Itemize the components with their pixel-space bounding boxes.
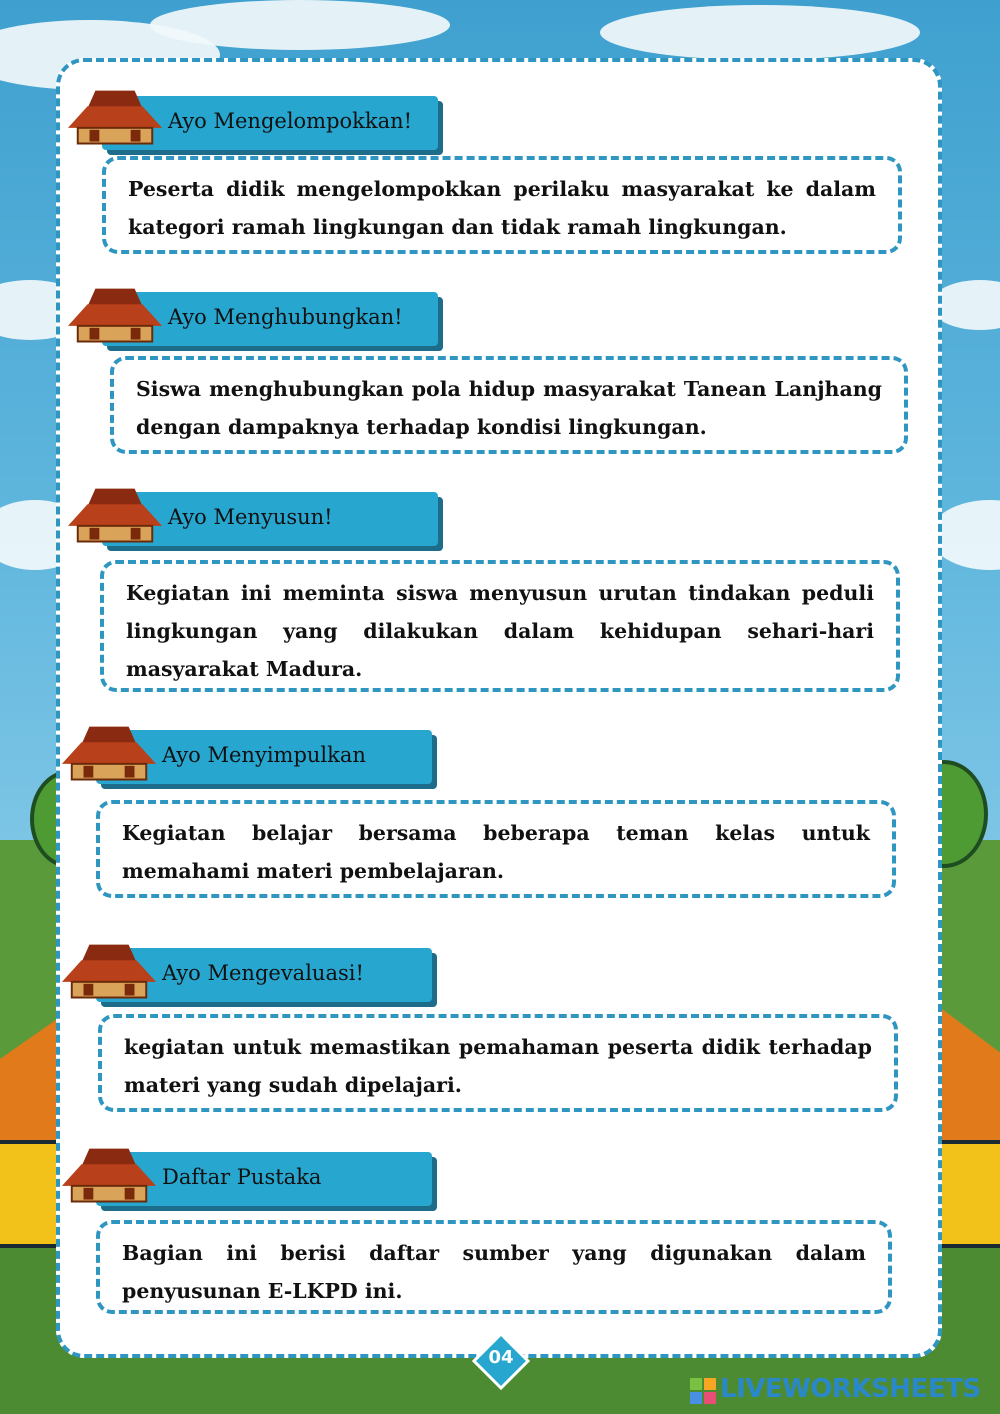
section-description: Kegiatan belajar bersama beberapa teman kelas untuk memahami materi pembelajaran. bbox=[96, 800, 896, 898]
traditional-house-icon bbox=[60, 726, 158, 786]
traditional-house-icon bbox=[66, 90, 164, 150]
liveworksheets-logo-icon bbox=[690, 1378, 716, 1404]
section-title: Ayo Menyusun! bbox=[168, 505, 333, 529]
section-description: kegiatan untuk memastikan pemahaman peserta didik terhadap materi yang sudah dipelajari. bbox=[98, 1014, 898, 1112]
traditional-house-icon bbox=[66, 488, 164, 548]
watermark-text: LIVEWORKSHEETS bbox=[720, 1374, 981, 1404]
traditional-house-icon bbox=[66, 288, 164, 348]
cloud bbox=[150, 0, 450, 50]
page-number: 04 bbox=[488, 1347, 514, 1368]
traditional-house-icon bbox=[60, 1148, 158, 1208]
section-title: Ayo Menghubungkan! bbox=[168, 305, 403, 329]
section-description: Kegiatan ini meminta siswa menyusun urutan tindakan peduli lingkungan yang dilakukan dalam kehidupan sehari-hari masyarakat Madura. bbox=[100, 560, 900, 692]
section-title: Ayo Mengevaluasi! bbox=[162, 961, 364, 985]
section-description: Bagian ini berisi daftar sumber yang digunakan dalam penyusunan E-LKPD ini. bbox=[96, 1220, 892, 1314]
liveworksheets-watermark[interactable] bbox=[690, 1372, 990, 1408]
section-description: Peserta didik mengelompokkan perilaku masyarakat ke dalam kategori ramah lingkungan dan tidak ramah lingkungan. bbox=[102, 156, 902, 254]
section-description: Siswa menghubungkan pola hidup masyarakat Tanean Lanjhang dengan dampaknya terhadap kondisi lingkungan. bbox=[110, 356, 908, 454]
cloud bbox=[600, 5, 920, 60]
section-title: Ayo Mengelompokkan! bbox=[168, 109, 413, 133]
traditional-house-icon bbox=[60, 944, 158, 1004]
section-title: Daftar Pustaka bbox=[162, 1165, 322, 1189]
page-number-badge bbox=[472, 1332, 530, 1390]
section-title: Ayo Menyimpulkan bbox=[162, 743, 366, 767]
